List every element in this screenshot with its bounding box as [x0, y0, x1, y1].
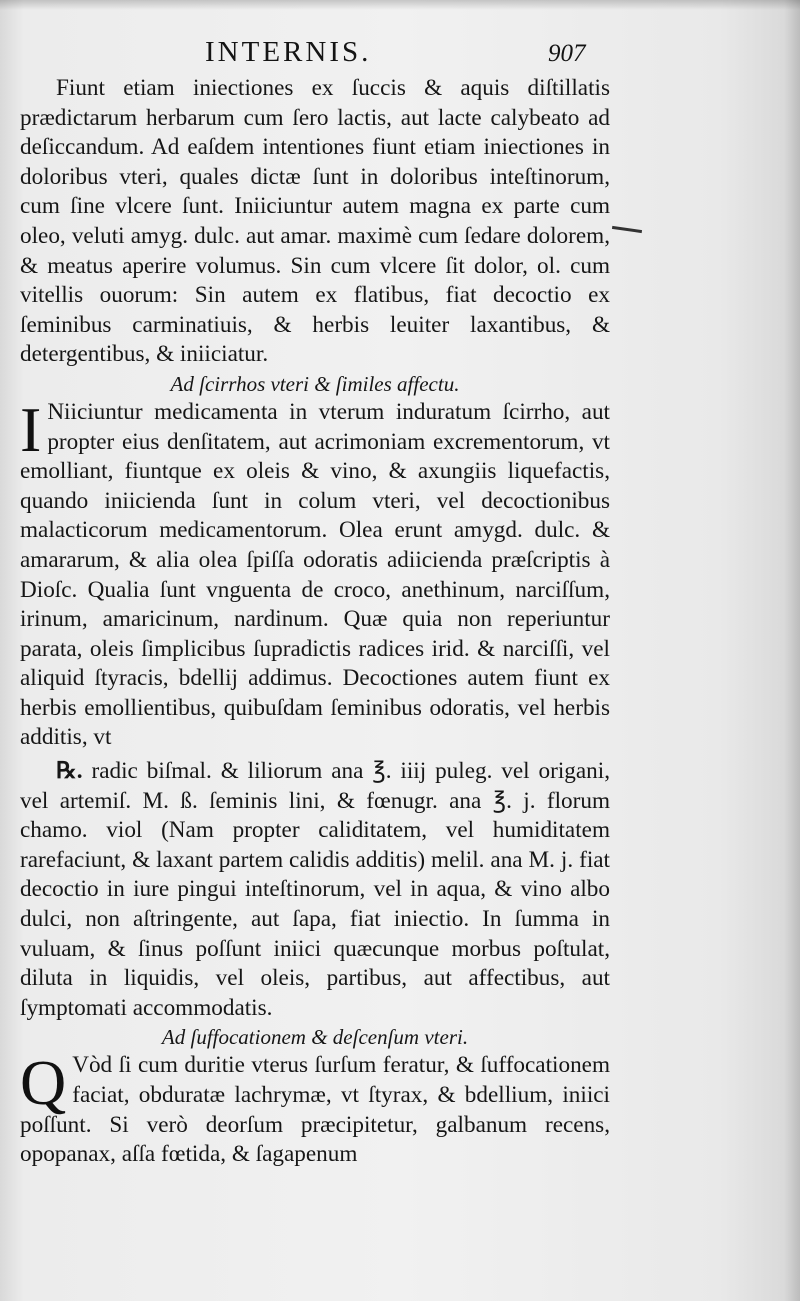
paragraph-iniectiones: Fiunt etiam iniectiones ex ſuccis & aquis diſtillatis prædictarum herbarum cum ſero lactis, aut lacte calybeato ad deſiccandum. Ad eaſdem intentiones fiunt etiam iniectiones in doloribus vteri, quales dictæ ſunt in doloribus inteſtinorum, cum ſine vlcere ſunt. Iniiciuntur autem magna ex parte cum oleo, veluti amyg. dulc. aut amar. maximè cum ſedare dolorem, & meatus aperire volumus. Sin cum vlcere ſit dolor, ol. cum vitellis ouorum: Sin autem ex flatibus, fiat decoctio ex ſeminibus carminatiuis, & herbis leuiter laxantibus, & detergentibus, & iniiciatur. — [20, 75, 610, 368]
paragraph-text: Vòd ſi cum duritie vterus ſurſum feratur, & ſuffocationem faciat, obduratæ lachrymæ, vt ſtyrax, & bdellium, iniici poſſunt. Si verò deorſum præcipitetur, galbanum recens, opopanax, aſſa fœtida, & ſagapenum — [20, 1052, 610, 1168]
paragraph-scirrhos — [20, 393, 610, 753]
paragraph-text: Niiciuntur medicamenta in vterum induratum ſcirrho, aut propter eius denſitatem, aut acrimoniam excrementorum, vt emolliant, fiuntque ex oleis & vino, & axungiis liquefactis, quando iniicienda ſunt in colum vteri, vel decoctionibus malacticorum medicamentorum. Olea erunt amygd. dulc. & amararum, & alia olea ſpiſſa odoratis adiicienda præſcriptis à Dioſc. Qualia ſunt vnguenta de croco, anethinum, narciſſum, irinum, amaricinum, nardinum. Quæ quia non reperiuntur parata, oleis ſimplicibus ſupradictis radices irid. & narciſſi, vel aliquid ſtyracis, bdellij addimus. Decoctiones autem fiunt ex herbis emollientibus, quibuſdam ſeminibus odoratis, vel herbis additis, vt — [20, 398, 610, 751]
margin-ink-mark — [612, 226, 642, 233]
running-head: INTERNIS. — [205, 36, 372, 68]
recipe-symbol: ℞. — [56, 758, 83, 785]
body-text — [20, 74, 610, 1170]
recipe-text: radic biſmal. & liliorum ana ℥. iiij puleg. vel origani, vel artemiſ. M. ß. ſeminis lini, & fœnugr. ana ℥. j. florum chamo. viol (Nam propter caliditatem, vel humiditatem rarefaciunt, & laxant partem calidis additis) melil. ana M. j. fiat decoctio in iure pingui inteſtinorum, vel in aqua, & vino albo dulci, non aſtringente, aut ſapa, fiat iniectio. In ſumma in vuluam, & ſinus poſſunt iniici quæcunque morbus poſtulat, diluta in liquidis, vel oleis, partibus, aut affectibus, aut ſymptomati accommodatis. — [20, 758, 611, 1021]
drop-cap: I — [20, 393, 42, 465]
recipe-paragraph — [20, 757, 610, 1023]
section-heading-scirrhos: Ad ſcirrhos vteri & ſimiles affectu. — [170, 371, 460, 396]
drop-cap: Q — [20, 1047, 67, 1119]
page-number: 907 — [548, 40, 586, 67]
page-edge-shadow — [784, 0, 800, 1301]
page-top-shadow — [0, 0, 800, 10]
page-header — [0, 36, 800, 76]
paragraph-suffocationem — [20, 1047, 610, 1169]
section-heading-suffocationem: Ad ſuffocationem & deſcenſum vteri. — [161, 1025, 469, 1050]
